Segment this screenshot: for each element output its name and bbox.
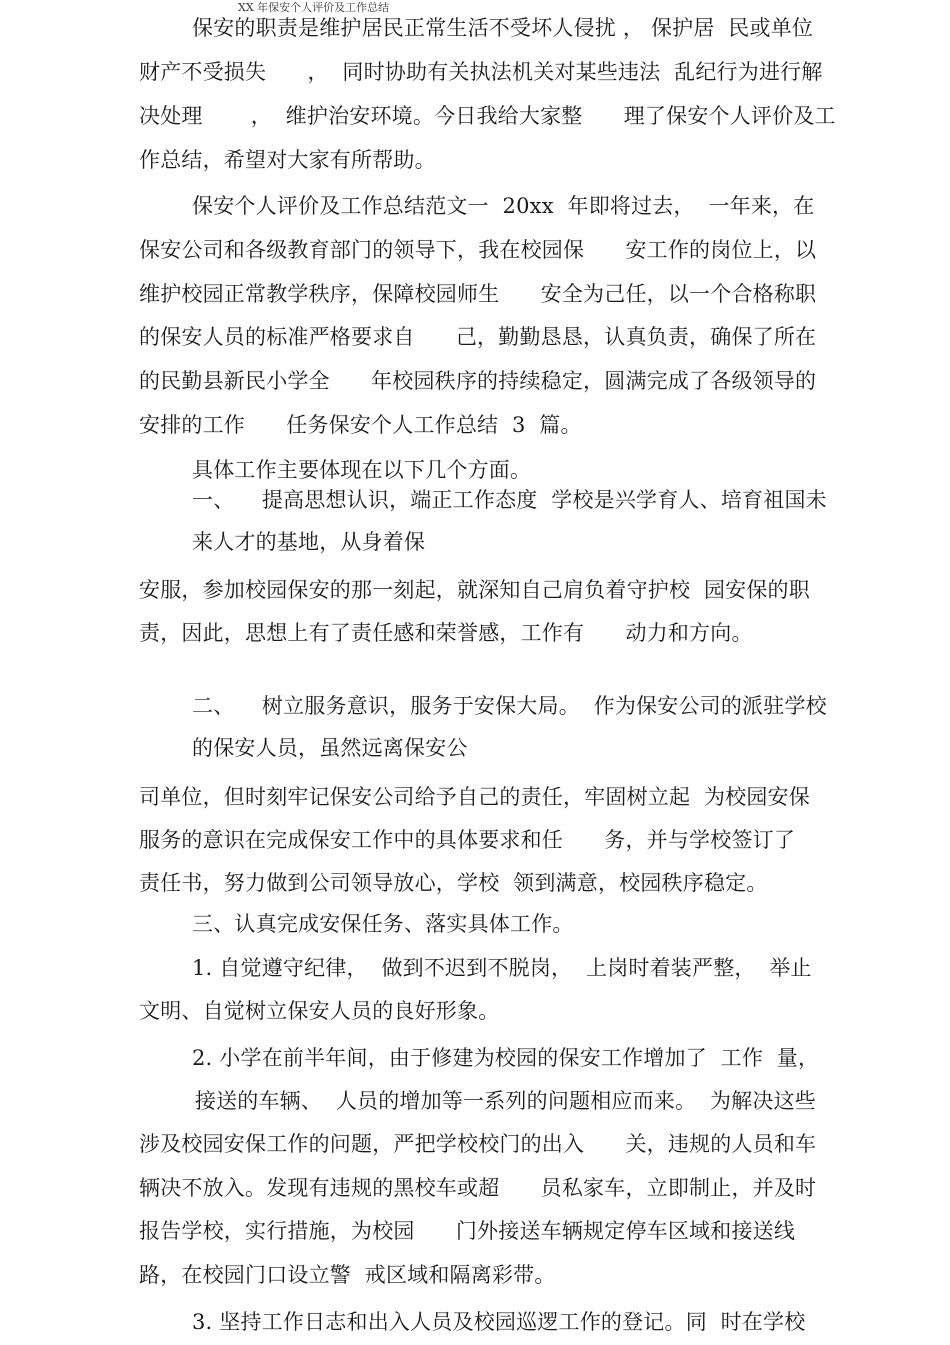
paragraph-line: 接送的车辆、 人员的增加等一系列的问题相应而来。 为解决这些 [188, 1089, 816, 1113]
paragraph-line: 服务的意识在完成保安工作中的具体要求和任 务，并与学校签订了 [139, 828, 796, 852]
paragraph-line: 具体工作主要体现在以下几个方面。 [192, 458, 532, 482]
paragraph-line: 一、 提高思想认识，端正工作态度 学校是兴学育人、培育祖国未 [192, 488, 827, 512]
page-header: XX 年保安个人评价及工作总结 [238, 1, 390, 14]
paragraph-line: 涉及校园安保工作的问题，严把学校校门的出入 关，违规的人员和车 [139, 1132, 817, 1156]
paragraph-line: 的保安人员的标准严格要求自 己，勤勤恳恳，认真负责，确保了所在 [139, 325, 817, 349]
paragraph-line: 文明、自觉树立保安人员的良好形象。 [139, 999, 500, 1023]
paragraph-line: 路，在校园门口设立警 戒区域和隔离彩带。 [139, 1263, 556, 1287]
paragraph-line: 安排的工作 任务保安个人工作总结 3 篇。 [139, 413, 582, 437]
paragraph-line: 保安个人评价及工作总结范文一 20xx 年即将过去， 一年来，在 [192, 194, 815, 218]
paragraph-line: 维护校园正常教学秩序，保障校园师生 安全为己任，以一个合格称职 [139, 282, 817, 306]
paragraph-line: 安服，参加校园保安的那一刻起，就深知自己肩负着守护校 园安保的职 [139, 578, 810, 602]
paragraph-line: 三、认真完成安保任务、落实具体工作。 [192, 912, 574, 936]
paragraph-line: 二、 树立服务意识，服务于安保大局。 作为保安公司的派驻学校 [192, 694, 827, 718]
paragraph-line: 来人才的基地，从身着保 [192, 530, 426, 554]
paragraph-line: 的保安人员，虽然远离保安公 [192, 736, 468, 760]
paragraph-line: 责，因此，思想上有了责任感和荣誉感，工作有 动力和方向。 [139, 621, 753, 645]
paragraph-line: 责任书，努力做到公司领导放心，学校 领到满意，校园秩序稳定。 [139, 871, 768, 895]
paragraph-line: 的民勤县新民小学全 年校园秩序的持续稳定，圆满完成了各级领导的 [139, 369, 817, 393]
paragraph-line: 2. 小学在前半年间，由于修建为校园的保安工作增加了 工作 量， [192, 1046, 820, 1070]
paragraph-line: 司单位，但时刻牢记保安公司给予自己的责任，牢固树立起 为校园安保 [139, 785, 810, 809]
paragraph-line: 决处理 ， 维护治安环境。今日我给大家整 理了保安个人评价及工 [139, 104, 836, 128]
paragraph-line: 3. 坚持工作日志和出入人员及校园巡逻工作的登记。同 时在学校 [192, 1310, 806, 1334]
paragraph-line: 保安的职责是维护居民正常生活不受坏人侵扰 ， 保护居 民或单位 [192, 16, 814, 40]
paragraph-line: 保安公司和各级教育部门的领导下，我在校园保 安工作的岗位上，以 [139, 238, 817, 262]
paragraph-line: 报告学校，实行措施，为校园 门外接送车辆规定停车区域和接送线 [139, 1219, 796, 1243]
paragraph-line: 作总结，希望对大家有所帮助。 [139, 148, 436, 172]
paragraph-line: 1. 自觉遵守纪律， 做到不迟到不脱岗， 上岗时着装严整， 举止 [192, 956, 812, 980]
paragraph-line: 辆决不放入。发现有违规的黑校车或超 员私家车，立即制止，并及时 [139, 1176, 817, 1200]
paragraph-line: 财产不受损失 ， 同时协助有关执法机关对某些违法 乱纪行为进行解 [139, 60, 823, 84]
